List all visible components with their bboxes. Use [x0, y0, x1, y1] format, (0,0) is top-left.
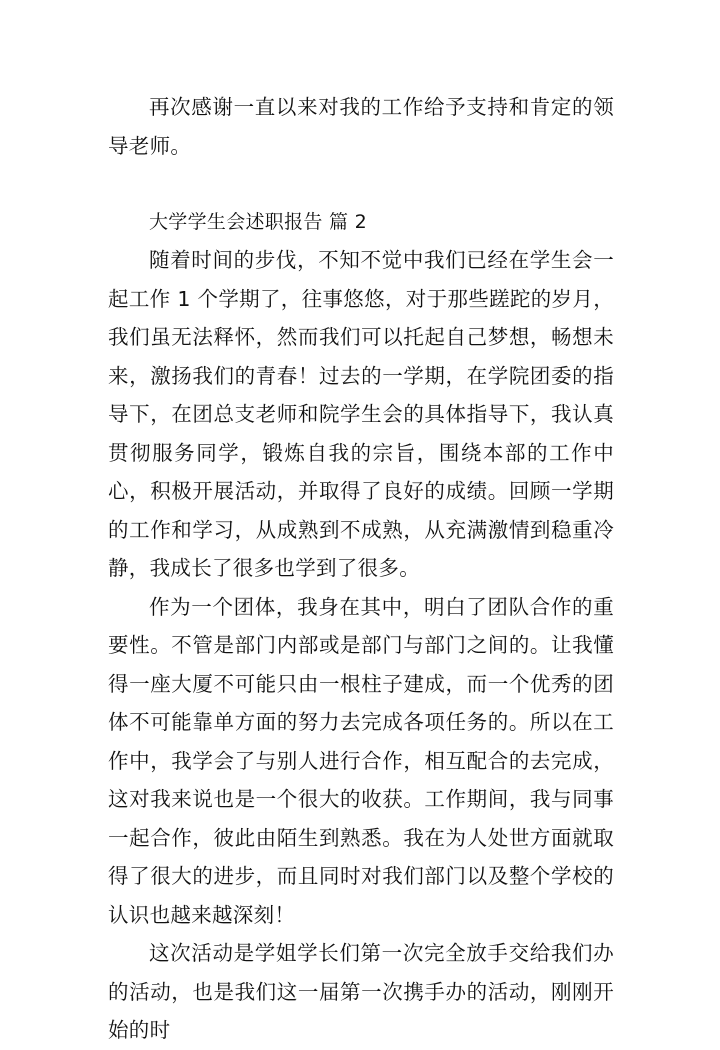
body-paragraph-1: 随着时间的步伐，不知不觉中我们已经在学生会一起工作 1 个学期了，往事悠悠，对于那些蹉跎的岁月，我们虽无法释怀，然而我们可以托起自己梦想，畅想未来，激扬我们的青春！过去的一学期，在学院团委的指导下，在团总支老师和院学生会的具体指导下，我认真贯彻服务同学，锻炼自我的宗旨，围绕本部的工作中心，积极开展活动，并取得了良好的成绩。回顾一学期的工作和学习，从成熟到不成熟，从充满激情到稳重冷静，我成长了很多也学到了很多。	[108, 248, 614, 580]
section-heading: 大学学生会述职报告 篇 2	[149, 211, 368, 233]
body-paragraph-3: 这次活动是学姐学长们第一次完全放手交给我们办的活动，也是我们这一届第一次携手办的活动，刚刚开始的时	[108, 941, 614, 1042]
section-spacer	[108, 165, 614, 203]
document-page	[108, 88, 614, 1050]
closing-paragraph: 再次感谢一直以来对我的工作给予支持和肯定的领导老师。	[108, 95, 614, 158]
body-paragraph-2: 作为一个团体，我身在其中，明白了团队合作的重要性。不管是部门内部或是部门与部门之间的。让我懂得一座大厦不可能只由一根柱子建成，而一个优秀的团体不可能靠单方面的努力去完成各项任务的。所以在工作中，我学会了与别人进行合作，相互配合的去完成，这对我来说也是一个很大的收获。工作期间，我与同事一起合作，彼此由陌生到熟悉。我在为人处世方面就取得了很大的进步，而且同时对我们部门以及整个学校的认识也越来越深刻！	[108, 594, 614, 927]
